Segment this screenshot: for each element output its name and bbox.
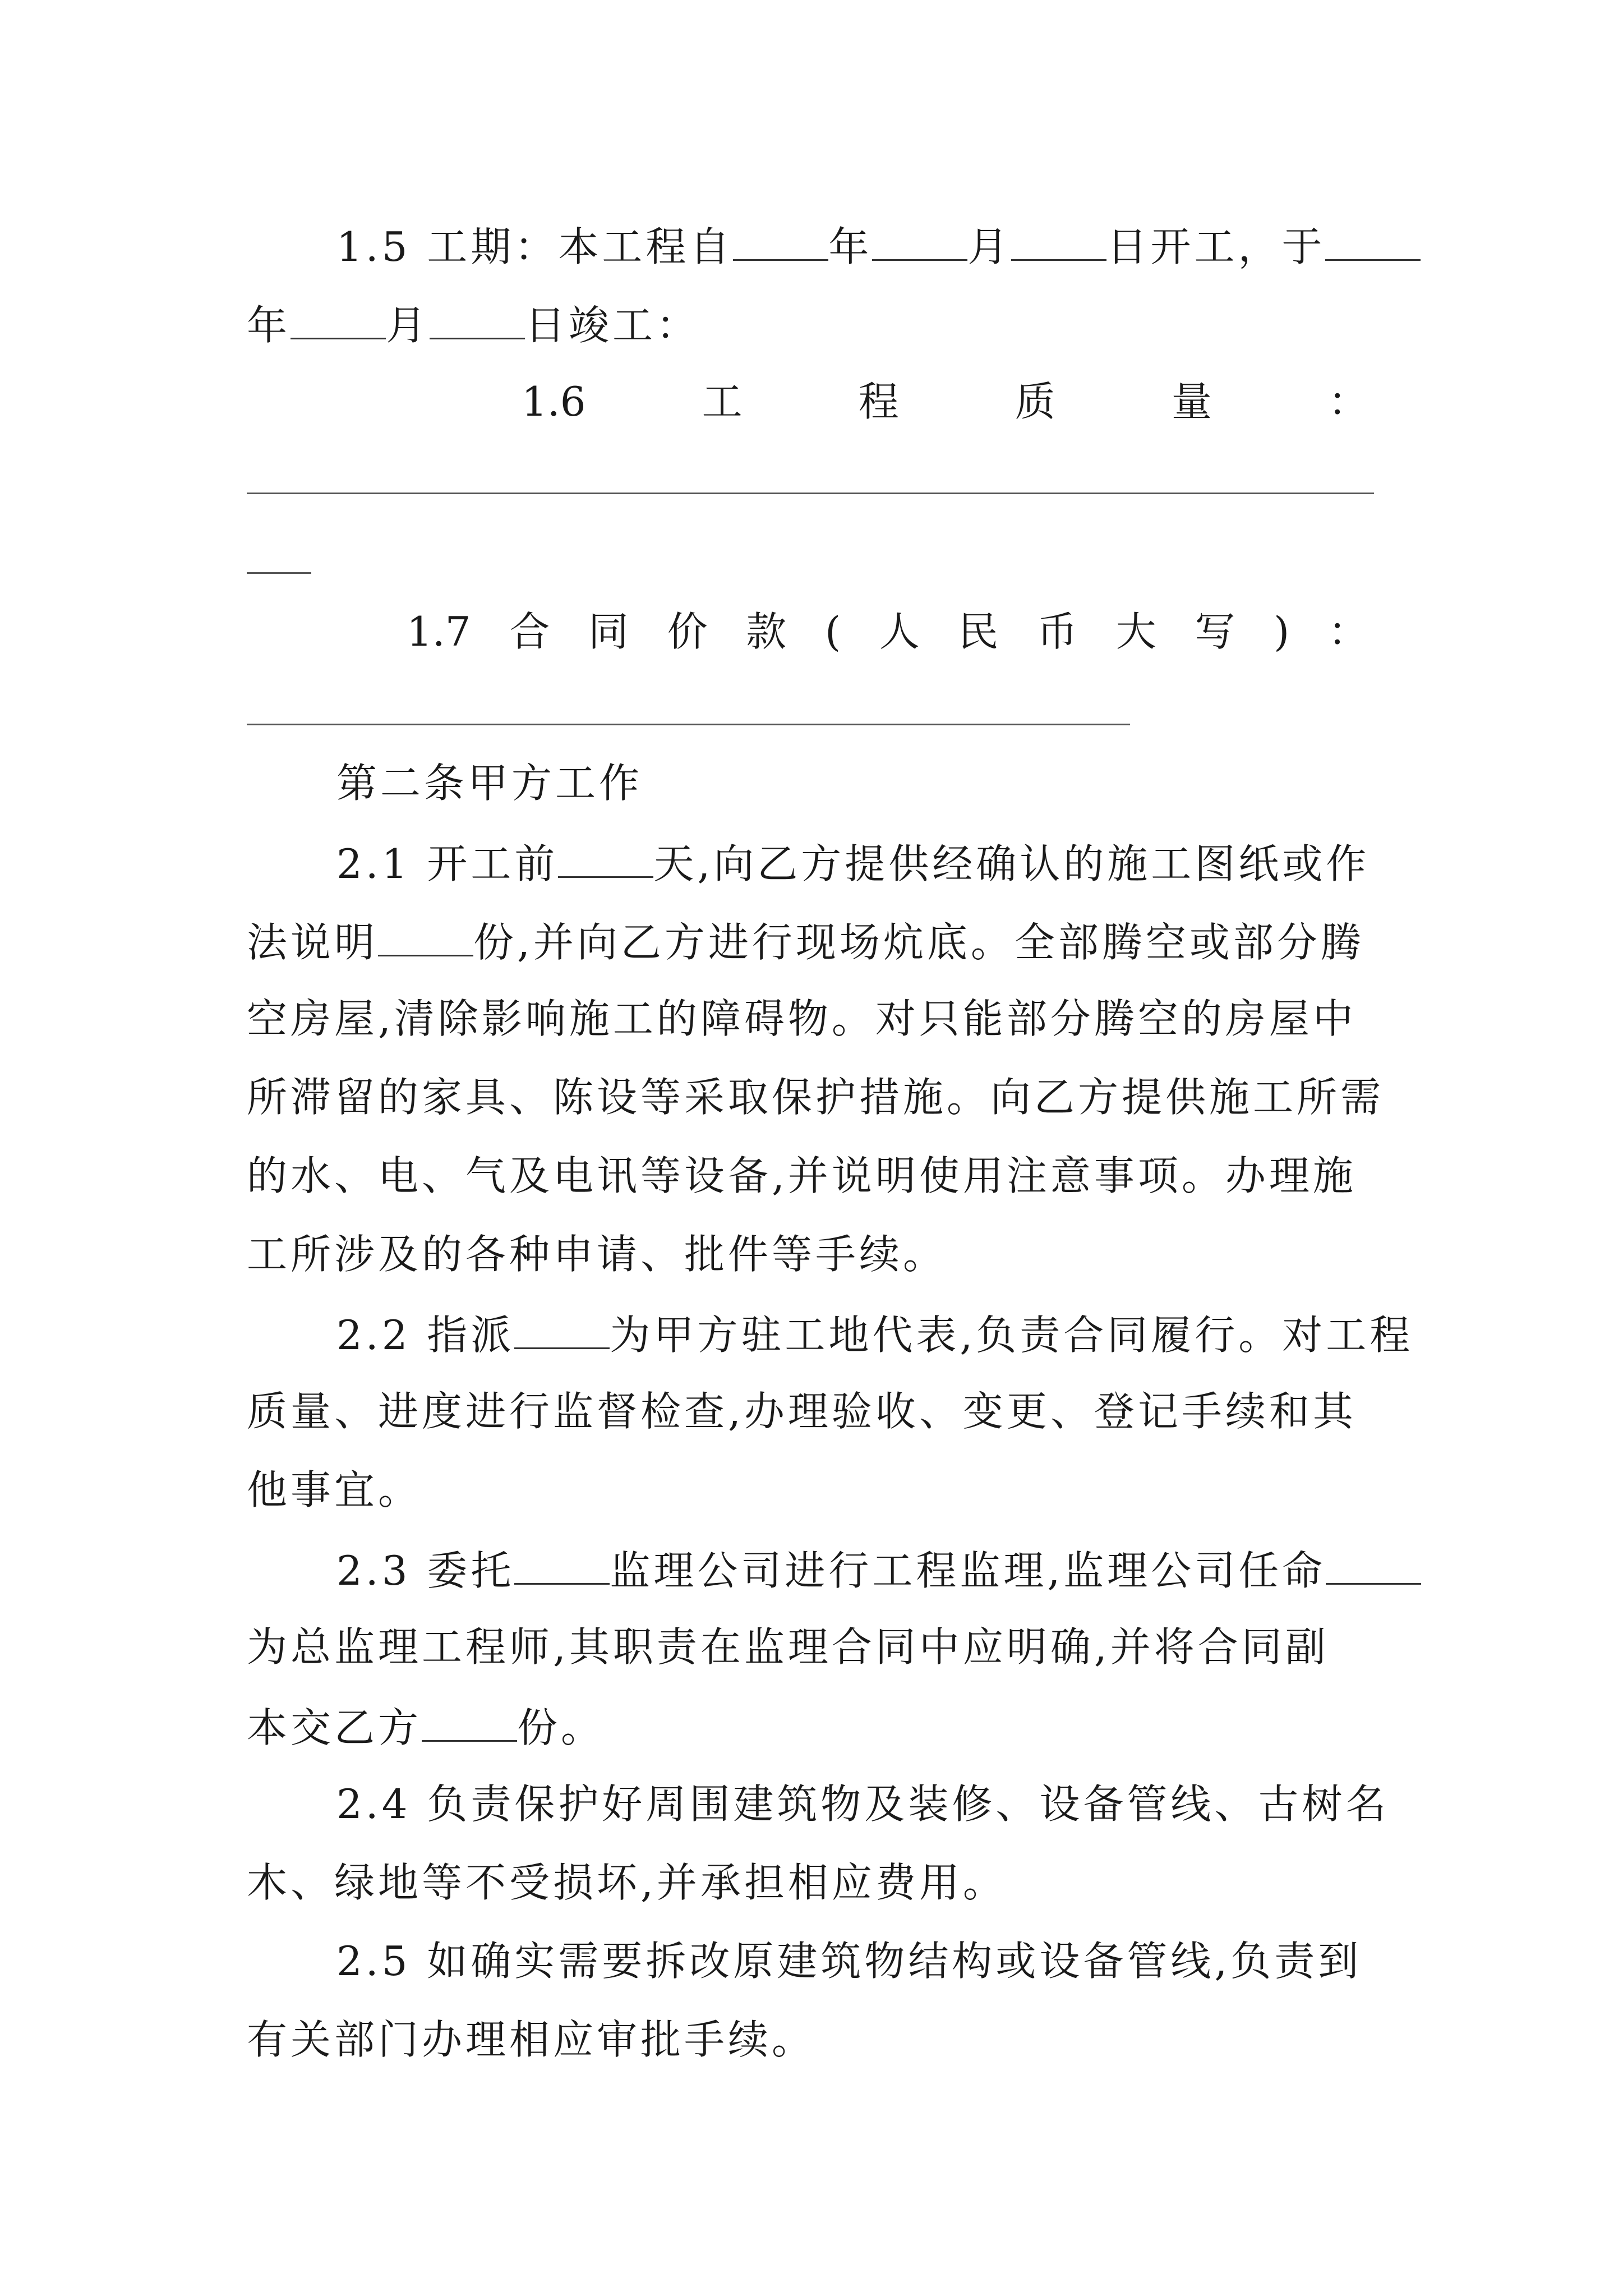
supervisor-company-blank[interactable]: [514, 1548, 610, 1585]
clause-2-4-line-1: 2.4 负责保护好周围建筑物及装修、设备管线、古树名: [336, 1780, 1390, 1828]
spread-char: 民: [958, 608, 999, 655]
clause-2-5-line-2: 有关部门办理相应审批手续。: [247, 2016, 816, 2063]
section-2-title: 第二条甲方工作: [336, 760, 643, 807]
copies-blank[interactable]: [378, 920, 473, 956]
clause-1-5-text: 1.5 工期：本工程自: [336, 223, 734, 270]
end-month-label: 月: [386, 302, 430, 349]
clause-1-5-line-1: [336, 223, 1475, 270]
spread-char: ：: [1327, 608, 1368, 655]
end-month-blank[interactable]: [291, 303, 386, 339]
spread-char: 合: [509, 608, 550, 655]
days-blank[interactable]: [558, 841, 653, 878]
spread-char: 写: [1195, 608, 1235, 655]
clause-1-7-heading: [407, 608, 1368, 655]
price-fill-rule[interactable]: [247, 724, 1130, 725]
spread-char: 人: [879, 608, 920, 655]
spread-char: 质: [1015, 378, 1055, 425]
day-blank[interactable]: [1011, 224, 1106, 261]
clause-2-1-line-3: 空房屋,清除影响施工的障碍物。对只能部分腾空的房屋中: [247, 995, 1357, 1042]
start-day-label: 日开工，于: [1106, 223, 1326, 270]
spread-char: ): [1274, 608, 1290, 655]
end-year-label: 年: [247, 302, 291, 349]
clause-2-3-line-3: [247, 1704, 1385, 1751]
spread-char: (: [824, 608, 841, 655]
clause-2-1-text: 法说明: [247, 919, 379, 966]
spread-char: 同: [588, 608, 629, 655]
month-blank[interactable]: [872, 224, 967, 261]
clause-2-3-text: 监理公司进行工程监理,监理公司任命: [610, 1547, 1326, 1594]
clause-2-3-line-2: 为总监理工程师,其职责在监理合同中应明确,并将合同副: [247, 1623, 1329, 1671]
end-day-label: 日竣工：: [525, 302, 700, 349]
year-blank[interactable]: [733, 224, 828, 261]
clause-2-2-line-2: 质量、进度进行监督检查,办理验收、变更、登记手续和其: [247, 1388, 1357, 1435]
clause-2-3-line-1: [336, 1547, 1475, 1594]
clause-2-1-line-1: [336, 840, 1475, 887]
spread-char: 币: [1037, 608, 1078, 655]
representative-blank[interactable]: [514, 1313, 610, 1349]
clause-2-1-text: 份,并向乙方进行现场炕底。全部腾空或部分腾: [473, 919, 1364, 966]
clause-2-3-number: 2.3 委托: [336, 1547, 515, 1594]
clause-1-6-number: 1.6: [522, 378, 586, 425]
clause-2-1-line-4: 所滞留的家具、陈设等采取保护措施。向乙方提供施工所需: [247, 1074, 1385, 1121]
month-label: 月: [967, 223, 1012, 270]
spread-char: 程: [858, 378, 899, 425]
quality-fill-rule-2[interactable]: [247, 572, 311, 574]
copies-blank[interactable]: [422, 1705, 517, 1742]
clause-2-2-number: 2.2 指派: [336, 1312, 515, 1359]
spread-char: 价: [667, 608, 708, 655]
end-day-blank[interactable]: [430, 303, 525, 339]
clause-2-1-number: 2.1 开工前: [336, 840, 559, 887]
clause-1-7-number: 1.7: [407, 608, 471, 655]
clause-2-1-line-2: [247, 919, 1385, 966]
spread-char: ：: [1327, 378, 1368, 425]
end-year-blank[interactable]: [1325, 224, 1421, 261]
clause-2-2-line-3: 他事宜。: [247, 1466, 422, 1513]
clause-1-6-heading: [522, 378, 1368, 425]
clause-2-2-line-1: [336, 1312, 1475, 1359]
clause-2-3-text: 份。: [517, 1704, 605, 1751]
clause-2-2-text: 为甲方驻工地代表,负责合同履行。对工程: [610, 1312, 1414, 1359]
year-label: 年: [828, 223, 873, 270]
quality-fill-rule-1[interactable]: [247, 493, 1374, 494]
clause-1-5-line-2: [247, 302, 1385, 349]
chief-engineer-blank[interactable]: [1326, 1548, 1421, 1585]
spread-char: 工: [702, 378, 743, 425]
clause-2-4-line-2: 木、绿地等不受损坏,并承担相应费用。: [247, 1859, 1007, 1906]
clause-2-1-line-6: 工所涉及的各种申请、批件等手续。: [247, 1231, 947, 1278]
clause-2-5-line-1: 2.5 如确实需要拆改原建筑物结构或设备管线,负责到: [336, 1938, 1362, 1985]
clause-2-1-text: 天,向乙方提供经确认的施工图纸或作: [653, 840, 1370, 887]
clause-2-3-text: 本交乙方: [247, 1704, 422, 1751]
spread-char: 大: [1115, 608, 1156, 655]
spread-char: 量: [1171, 378, 1212, 425]
clause-2-1-line-5: 的水、电、气及电讯等设备,并说明使用注意事项。办理施: [247, 1152, 1357, 1199]
spread-char: 款: [746, 608, 787, 655]
